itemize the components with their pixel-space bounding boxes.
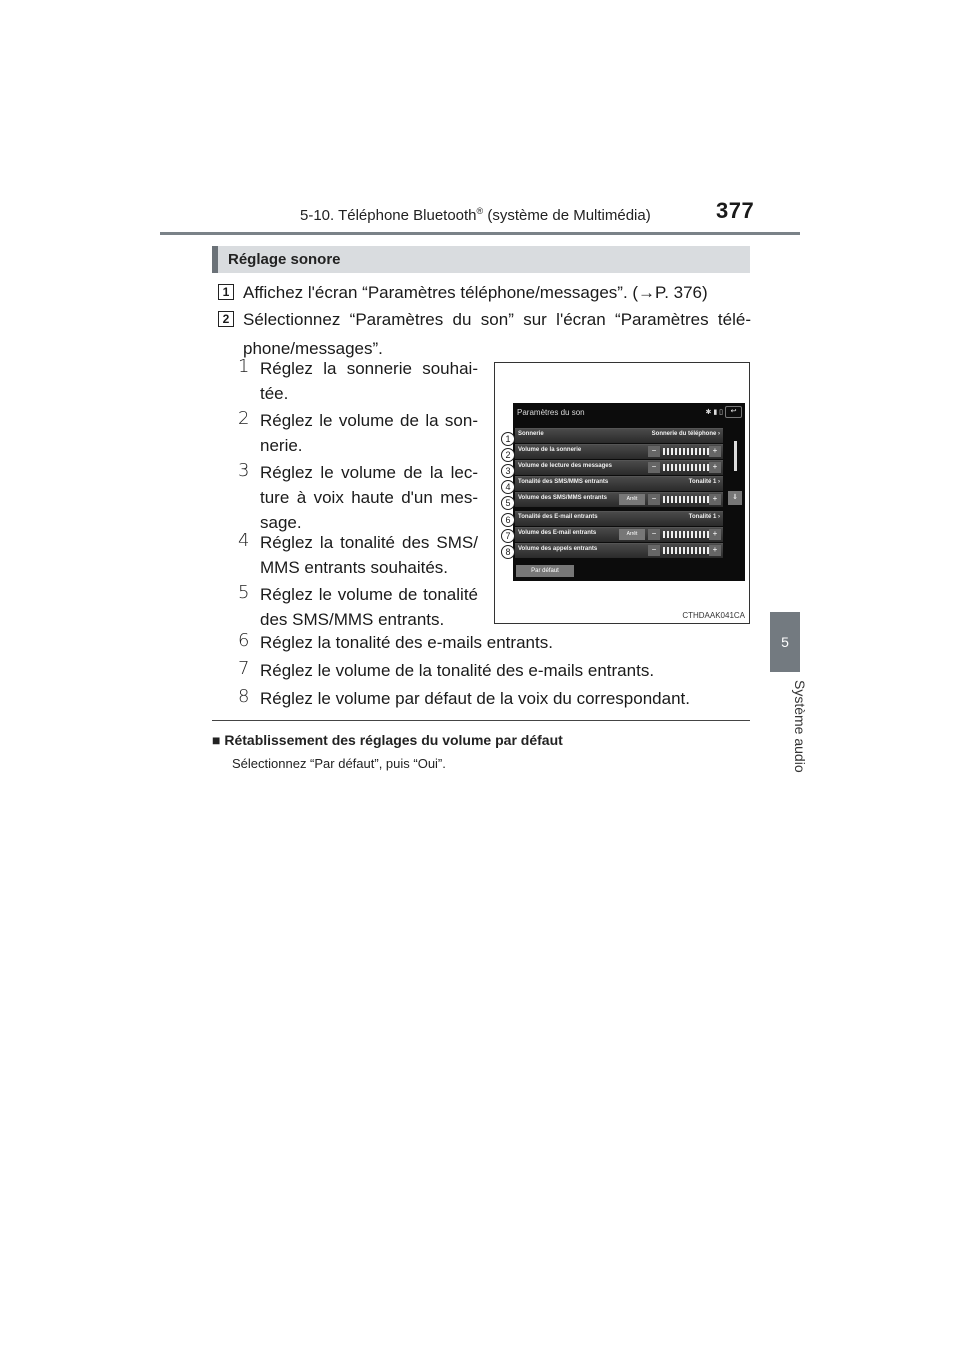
step-number-box: 2 [218, 311, 234, 327]
callout-badge: 5 [501, 496, 515, 510]
step-number-box: 1 [218, 284, 234, 300]
screen-row [515, 428, 723, 443]
list-item: Réglez la tonalité des SMS/ MMS entrants souhaités. [260, 533, 478, 577]
volume-bar [663, 448, 711, 455]
minus-icon: − [648, 462, 660, 473]
callout-badge: 7 [501, 529, 515, 543]
plus-icon: + [709, 462, 721, 473]
chapter-label: Système audio [792, 680, 808, 773]
screen-image [513, 403, 745, 581]
chapter-tab: 5 [770, 612, 800, 672]
list-item: Réglez le volume par défaut de la voix du correspondant. [260, 689, 690, 708]
screen-row-label: Sonnerie [518, 431, 544, 437]
screen-row-label: Volume des E-mail entrants [518, 530, 597, 536]
list-item: Réglez le volume de la son-nerie. [260, 411, 478, 455]
list-item: Réglez la tonalité des e-mails entrants. [260, 633, 553, 652]
screen-title: Paramètres du son [517, 408, 585, 417]
callout-badge: 3 [501, 464, 515, 478]
bluetooth-battery-icon: ✱ ▮ ▯ [705, 409, 723, 416]
callout-badge: 6 [501, 513, 515, 527]
list-item: Réglez le volume de la lec-ture à voix haute d'un mes-sage. [260, 463, 478, 532]
item-number: 5 [238, 582, 250, 603]
step-text: Affichez l'écran “Paramètres téléphone/messages”. (→P. 376) [243, 283, 708, 302]
list-item: Réglez la sonnerie souhai-tée. [260, 359, 478, 403]
plus-icon: + [709, 545, 721, 556]
screen-row [515, 476, 723, 491]
screen-row [515, 492, 723, 507]
plus-icon: + [709, 494, 721, 505]
screen-row [515, 511, 723, 526]
section-title: Réglage sonore [228, 251, 341, 268]
screen-figure [494, 362, 750, 624]
item-number: 7 [238, 658, 250, 679]
note-heading: ■ Rétablissement des réglages du volume par défaut [212, 732, 563, 748]
section-divider [212, 720, 750, 721]
screen-row-label: Volume des SMS/MMS entrants [518, 495, 607, 501]
screen-row-label: Volume de la sonnerie [518, 447, 582, 453]
minus-icon: − [648, 529, 660, 540]
callout-badge: 4 [501, 480, 515, 494]
minus-icon: − [648, 446, 660, 457]
figure-code: CTHDAAK041CA [682, 611, 745, 620]
plus-icon: + [709, 529, 721, 540]
volume-bar [663, 547, 711, 554]
section-heading-bar [212, 246, 218, 273]
note-text: Sélectionnez “Par défaut”, puis “Oui”. [232, 756, 446, 771]
running-header: 5-10. Téléphone Bluetooth® (système de Multimédia) [300, 206, 651, 224]
section-heading [212, 246, 750, 273]
item-number: 8 [238, 686, 250, 707]
scrollbar [734, 441, 737, 471]
back-icon: ↩ [725, 406, 742, 418]
default-button: Par défaut [516, 565, 574, 577]
screen-row-value: Tonalité 1 › [688, 514, 720, 520]
callout-badge: 2 [501, 448, 515, 462]
off-button: Arrêt [619, 494, 645, 505]
list-item: Réglez le volume de tonalité des SMS/MMS entrants. [260, 585, 478, 629]
screen-row [515, 460, 723, 475]
item-number: 1 [238, 356, 250, 377]
screen-row-label: Tonalité des SMS/MMS entrants [518, 479, 609, 485]
item-number: 6 [238, 630, 250, 651]
volume-bar [663, 464, 711, 471]
minus-icon: − [648, 545, 660, 556]
callout-badge: 8 [501, 545, 515, 559]
screen-row [515, 543, 723, 558]
item-number: 3 [238, 460, 250, 481]
off-button: Arrêt [619, 529, 645, 540]
page-number: 377 [716, 198, 755, 223]
screen-row [515, 444, 723, 459]
screen-row [515, 527, 723, 542]
screen-row-value: Tonalité 1 › [688, 479, 720, 485]
volume-bar [663, 531, 711, 538]
plus-icon: + [709, 446, 721, 457]
volume-bar [663, 496, 711, 503]
screen-row-label: Tonalité des E-mail entrants [518, 514, 598, 520]
item-number: 4 [238, 530, 250, 551]
screen-row-label: Volume des appels entrants [518, 546, 598, 552]
item-number: 2 [238, 408, 250, 429]
step-text: Sélectionnez “Paramètres du son” sur l'écran “Paramètres télé-phone/messages”. [243, 310, 751, 358]
scroll-down-icon: ⇓ [728, 491, 742, 505]
minus-icon: − [648, 494, 660, 505]
screen-row-label: Volume de lecture des messages [518, 463, 612, 469]
callout-badge: 1 [501, 432, 515, 446]
screen-row-value: Sonnerie du téléphone › [651, 431, 720, 437]
list-item: Réglez le volume de la tonalité des e-mails entrants. [260, 661, 655, 680]
header-rule [160, 232, 800, 235]
